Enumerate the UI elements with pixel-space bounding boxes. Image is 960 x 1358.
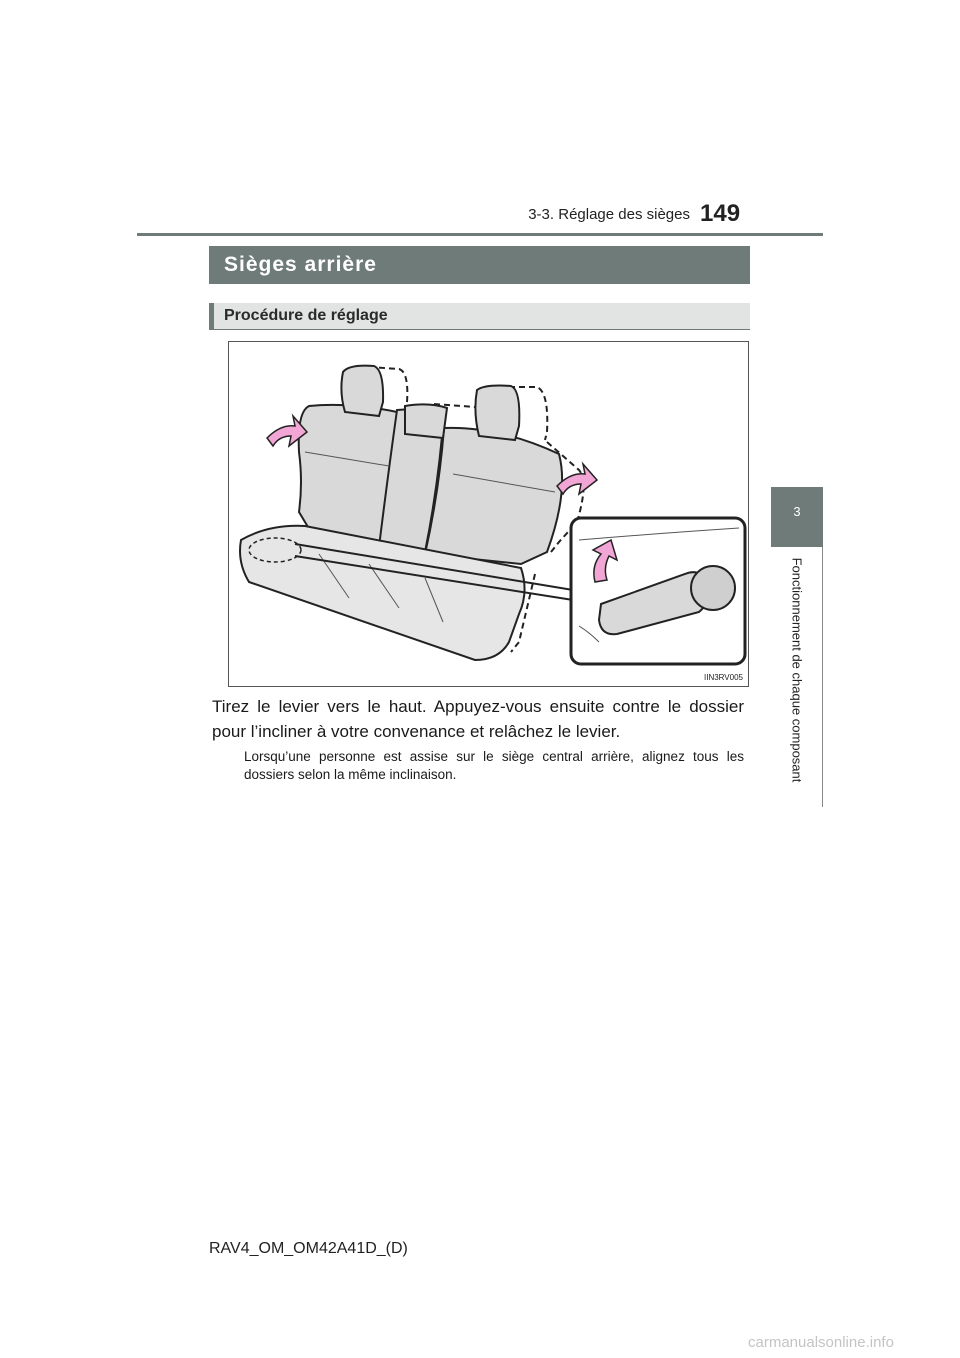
chapter-tab [771,487,823,547]
lever-pivot [691,566,735,610]
page-number: 149 [700,200,741,227]
note-text: Lorsqu’une personne est assise sur le siège central arrière, alignez tous les dossiers selon la même inclinaison. [244,749,744,782]
subsection-title: Procédure de réglage [224,307,388,324]
backrest-right [425,428,562,564]
chapter-title-vertical: Fonctionnement de chaque composant [789,557,805,783]
headrest-center [405,404,447,438]
headrest-right [475,386,519,441]
rear-seat-illustration [228,341,749,687]
section-title: Sièges arrière [209,246,750,284]
subsection-accent-bar [209,303,214,329]
rear-seat-drawing [229,342,748,686]
chapter-side-line [822,547,823,807]
header-section-title: 3-3. Réglage des sièges [528,206,690,223]
headrest-left [341,366,383,416]
chapter-number: 3 [793,504,801,519]
header-rule [137,233,823,236]
figure-code: IIN3RV005 [704,673,743,682]
document-code: RAV4_OM_OM42A41D_(D) [209,1240,408,1257]
instruction-text: Tirez le levier vers le haut. Appuyez-vous ensuite contre le dossier pour l’incliner à votre convenance et relâchez le levier. [212,697,744,741]
watermark-text: carmanualsonline.info [748,1334,894,1351]
subsection-header [209,303,750,329]
subsection-rule [209,329,750,330]
